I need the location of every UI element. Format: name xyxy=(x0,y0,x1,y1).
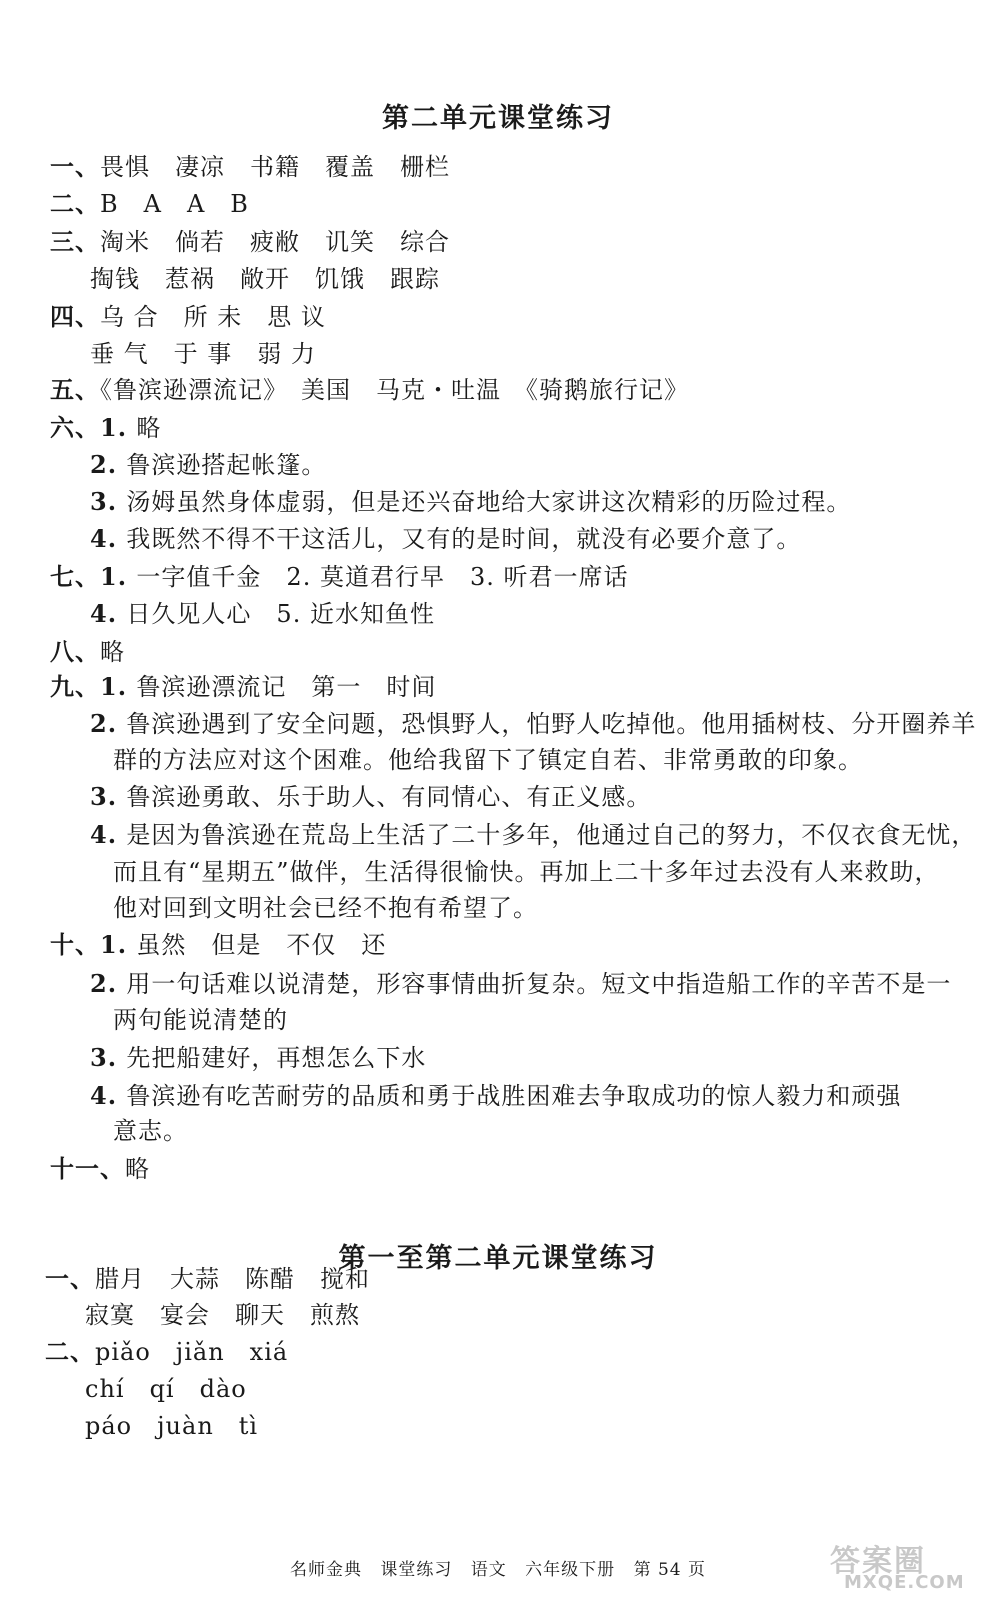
answer-text: 鲁滨逊搭起帐篷。 xyxy=(126,451,327,479)
watermark-text: 答案圈 xyxy=(830,1544,926,1579)
question-number: 二、 xyxy=(45,1337,95,1366)
answer-text: 乌 合 所 未 思 议 xyxy=(100,303,326,331)
answer-text: 他对回到文明社会已经不抱有希望了。 xyxy=(113,894,538,922)
answer-text: páo juàn tì xyxy=(85,1412,259,1440)
question-number: 十一、 xyxy=(50,1154,125,1183)
sub-question-number: 1. xyxy=(100,930,137,959)
sub-question-number: 4. xyxy=(90,524,127,553)
answer-line xyxy=(45,1262,370,1296)
answer-line xyxy=(85,1409,258,1443)
answer-line xyxy=(50,187,249,221)
answer-text: 腊月 大蒜 陈醋 搅和 xyxy=(95,1265,370,1293)
sub-question-number: 4. xyxy=(90,1081,127,1110)
answer-text: B A A B xyxy=(100,190,249,218)
answer-line xyxy=(90,707,976,741)
answer-text: piǎo jiǎn xiá xyxy=(95,1338,289,1366)
answer-text: 鲁滨逊有吃苦耐劳的品质和勇于战胜困难去争取成功的惊人毅力和顽强 xyxy=(126,1082,902,1110)
answer-text: 意志。 xyxy=(113,1117,188,1145)
sub-question-number: 3. xyxy=(90,1043,127,1072)
answer-text: 先把船建好，再想怎么下水 xyxy=(126,1044,427,1072)
answer-line xyxy=(50,928,386,962)
sub-question-number: 2. xyxy=(90,969,127,998)
answer-text: 略 xyxy=(125,1155,150,1183)
answer-text: 寂寞 宴会 聊天 煎熬 xyxy=(85,1301,360,1329)
answer-text: 《鲁滨逊漂流记》 美国 马克・吐温 《骑鹅旅行记》 xyxy=(100,376,689,404)
question-number: 六、 xyxy=(50,413,100,442)
section-title: 第二单元课堂练习 xyxy=(382,103,614,134)
answer-line xyxy=(45,1335,288,1369)
answer-text: 一字值千金 2. 莫道君行早 3. 听君一席话 xyxy=(136,563,629,591)
answer-line xyxy=(90,780,651,814)
answer-text: 而且有“星期五”做伴，生活得很愉快。再加上二十多年过去没有人来救助， xyxy=(113,858,940,886)
answer-text: 是因为鲁滨逊在荒岛上生活了二十多年，他通过自己的努力，不仅衣食无忧， xyxy=(126,821,977,849)
question-number: 三、 xyxy=(50,227,100,256)
sub-question-number: 1. xyxy=(100,413,137,442)
answer-line xyxy=(50,635,125,669)
question-number: 一、 xyxy=(50,152,100,181)
answer-line xyxy=(50,411,161,445)
answer-line xyxy=(50,560,628,594)
answer-line xyxy=(90,597,435,631)
answer-line xyxy=(113,1114,188,1148)
question-number: 五、 xyxy=(50,375,100,404)
question-number: 一、 xyxy=(45,1264,95,1293)
answer-line xyxy=(90,262,440,296)
answer-text: 我既然不得不干这活儿，又有的是时间，就没有必要介意了。 xyxy=(126,525,802,553)
answer-text: 鲁滨逊勇敢、乐于助人、有同情心、有正义感。 xyxy=(126,783,652,811)
question-number: 八、 xyxy=(50,637,100,666)
answer-text: chí qí dào xyxy=(85,1375,247,1403)
answer-text: 两句能说清楚的 xyxy=(113,1006,288,1034)
answer-text: 用一句话难以说清楚，形容事情曲折复杂。短文中指造船工作的辛苦不是一 xyxy=(126,970,952,998)
answer-line xyxy=(85,1372,247,1406)
section-title: 第一至第二单元课堂练习 xyxy=(338,1243,658,1274)
answer-text: 略 xyxy=(136,414,162,442)
answer-line xyxy=(50,225,450,259)
sub-question-number: 2. xyxy=(90,709,127,738)
watermark-logo xyxy=(830,1536,980,1596)
sub-question-number: 4. xyxy=(90,599,127,628)
question-number: 七、 xyxy=(50,562,100,591)
question-number: 四、 xyxy=(50,302,100,331)
footer-subject: 语文 xyxy=(470,1560,507,1580)
footer-grade: 六年级下册 xyxy=(525,1560,616,1580)
sub-question-number: 1. xyxy=(100,672,137,701)
answer-line xyxy=(90,448,326,482)
answer-line xyxy=(90,522,801,556)
answer-line xyxy=(113,855,940,889)
footer-type: 课堂练习 xyxy=(380,1560,453,1580)
sub-question-number: 2. xyxy=(90,450,127,479)
answer-text: 掏钱 惹祸 敞开 饥饿 跟踪 xyxy=(90,265,440,293)
answer-text: 垂 气 于 事 弱 力 xyxy=(90,340,316,368)
answer-text: 日久见人心 5. 近水知鱼性 xyxy=(126,600,435,628)
sub-question-number: 3. xyxy=(90,782,127,811)
answer-line xyxy=(113,743,863,777)
sub-question-number: 3. xyxy=(90,487,127,516)
answer-line xyxy=(113,1003,288,1037)
answer-line xyxy=(90,1041,426,1075)
answer-text: 虽然 但是 不仅 还 xyxy=(136,931,387,959)
question-number: 二、 xyxy=(50,189,100,218)
answer-line xyxy=(90,967,951,1001)
answer-text: 鲁滨逊遇到了安全问题，恐惧野人，怕野人吃掉他。他用插树枝、分开圈养羊 xyxy=(126,710,977,738)
answer-line xyxy=(50,1152,150,1186)
answer-line xyxy=(90,485,851,519)
answer-text: 群的方法应对这个困难。他给我留下了镇定自若、非常勇敢的印象。 xyxy=(113,746,863,774)
answer-text: 略 xyxy=(100,638,125,666)
answer-line xyxy=(90,337,316,371)
answer-line xyxy=(50,670,436,704)
footer-page-number: 第 54 页 xyxy=(633,1560,707,1580)
sub-question-number: 1. xyxy=(100,562,137,591)
answer-line xyxy=(50,373,689,407)
answer-line xyxy=(90,1079,901,1113)
answer-line xyxy=(85,1298,360,1332)
answer-text: 畏惧 凄凉 书籍 覆盖 栅栏 xyxy=(100,153,450,181)
question-number: 九、 xyxy=(50,672,100,701)
question-number: 十、 xyxy=(50,930,100,959)
answer-line xyxy=(113,891,538,925)
answer-text: 淘米 倘若 疲敝 讥笑 综合 xyxy=(100,228,450,256)
answer-line xyxy=(50,150,450,184)
answer-line xyxy=(90,818,976,852)
footer-book: 名师金典 xyxy=(289,1560,362,1580)
answer-text: 鲁滨逊漂流记 第一 时间 xyxy=(136,673,437,701)
answer-line xyxy=(50,300,326,334)
sub-question-number: 4. xyxy=(90,820,127,849)
answer-text: 汤姆虽然身体虚弱，但是还兴奋地给大家讲这次精彩的历险过程。 xyxy=(126,488,852,516)
watermark-url: MXQE.COM xyxy=(844,1572,965,1593)
